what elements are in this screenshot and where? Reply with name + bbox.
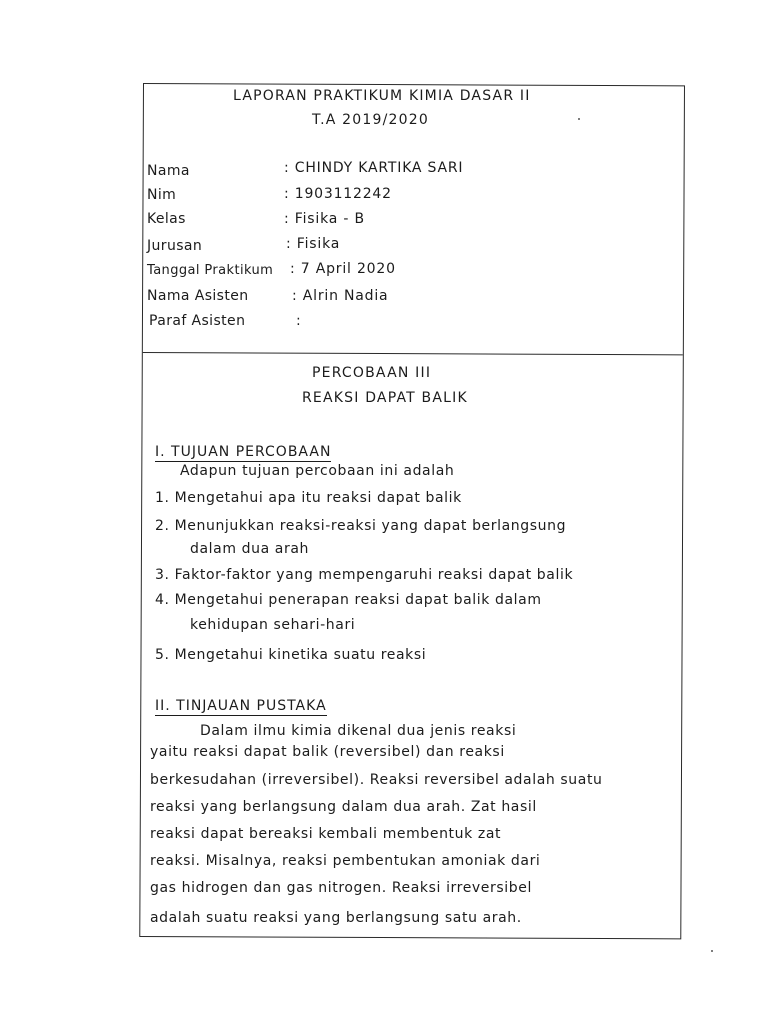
section-divider — [143, 352, 683, 355]
literature-line-7: gas hidrogen dan gas nitrogen. Reaksi irreversibel — [150, 880, 532, 896]
identity-label-nim: Nim — [147, 187, 177, 203]
objective-line-1: 1. Mengetahui apa itu reaksi dapat balik — [155, 490, 462, 506]
identity-value-assistant: : Alrin Nadia — [292, 288, 389, 304]
section-literature-heading — [155, 698, 327, 714]
objective-line-4: 4. Mengetahui penerapan reaksi dapat balik dalam — [155, 592, 542, 608]
scan-speck — [711, 950, 713, 952]
objective-line-5: 5. Mengetahui kinetika suatu reaksi — [155, 647, 427, 663]
objective-line-3: 3. Faktor-faktor yang mempengaruhi reaksi dapat balik — [155, 567, 574, 583]
identity-label-date: Tanggal Praktikum — [147, 263, 274, 278]
literature-line-4: reaksi yang berlangsung dalam dua arah. Zat hasil — [150, 799, 537, 815]
scan-speck — [578, 118, 580, 120]
identity-value-signature: : — [296, 313, 302, 329]
academic-year: T.A 2019/2020 — [312, 112, 429, 128]
identity-value-name: : CHINDY KARTIKA SARI — [284, 160, 464, 176]
report-title: LAPORAN PRAKTIKUM KIMIA DASAR II — [233, 88, 531, 104]
section-objectives-heading-text: I. TUJUAN PERCOBAAN — [155, 444, 332, 460]
literature-line-5: reaksi dapat bereaksi kembali membentuk zat — [150, 826, 502, 842]
section-literature-heading-text: II. TINJAUAN PUSTAKA — [155, 698, 327, 714]
objective-line-2: 2. Menunjukkan reaksi-reaksi yang dapat berlangsung — [155, 518, 567, 534]
section-objectives-heading — [155, 444, 331, 460]
identity-label-signature: Paraf Asisten — [149, 313, 246, 329]
identity-label-major: Jurusan — [147, 238, 203, 254]
identity-label-class: Kelas — [147, 211, 186, 227]
literature-line-8: adalah suatu reaksi yang berlangsung satu arah. — [150, 910, 522, 926]
experiment-number: PERCOBAAN III — [312, 365, 432, 381]
identity-value-date: : 7 April 2020 — [290, 261, 396, 277]
identity-value-class: : Fisika - B — [284, 211, 365, 227]
literature-line-6: reaksi. Misalnya, reaksi pembentukan amoniak dari — [150, 853, 541, 869]
literature-line-2: yaitu reaksi dapat balik (reversibel) dan reaksi — [150, 744, 505, 760]
objective-line-4-cont: kehidupan sehari-hari — [190, 617, 356, 633]
literature-line-3: berkesudahan (irreversibel). Reaksi reversibel adalah suatu — [150, 772, 603, 788]
identity-label-assistant: Nama Asisten — [147, 288, 249, 304]
objectives-intro: Adapun tujuan percobaan ini adalah — [180, 463, 455, 479]
identity-value-nim: : 1903112242 — [284, 186, 392, 202]
experiment-name: REAKSI DAPAT BALIK — [302, 390, 468, 406]
identity-label-name: Nama — [147, 163, 190, 179]
objective-line-2-cont: dalam dua arah — [190, 541, 309, 557]
identity-value-major: : Fisika — [286, 236, 341, 252]
literature-line-1: Dalam ilmu kimia dikenal dua jenis reaksi — [200, 723, 517, 739]
